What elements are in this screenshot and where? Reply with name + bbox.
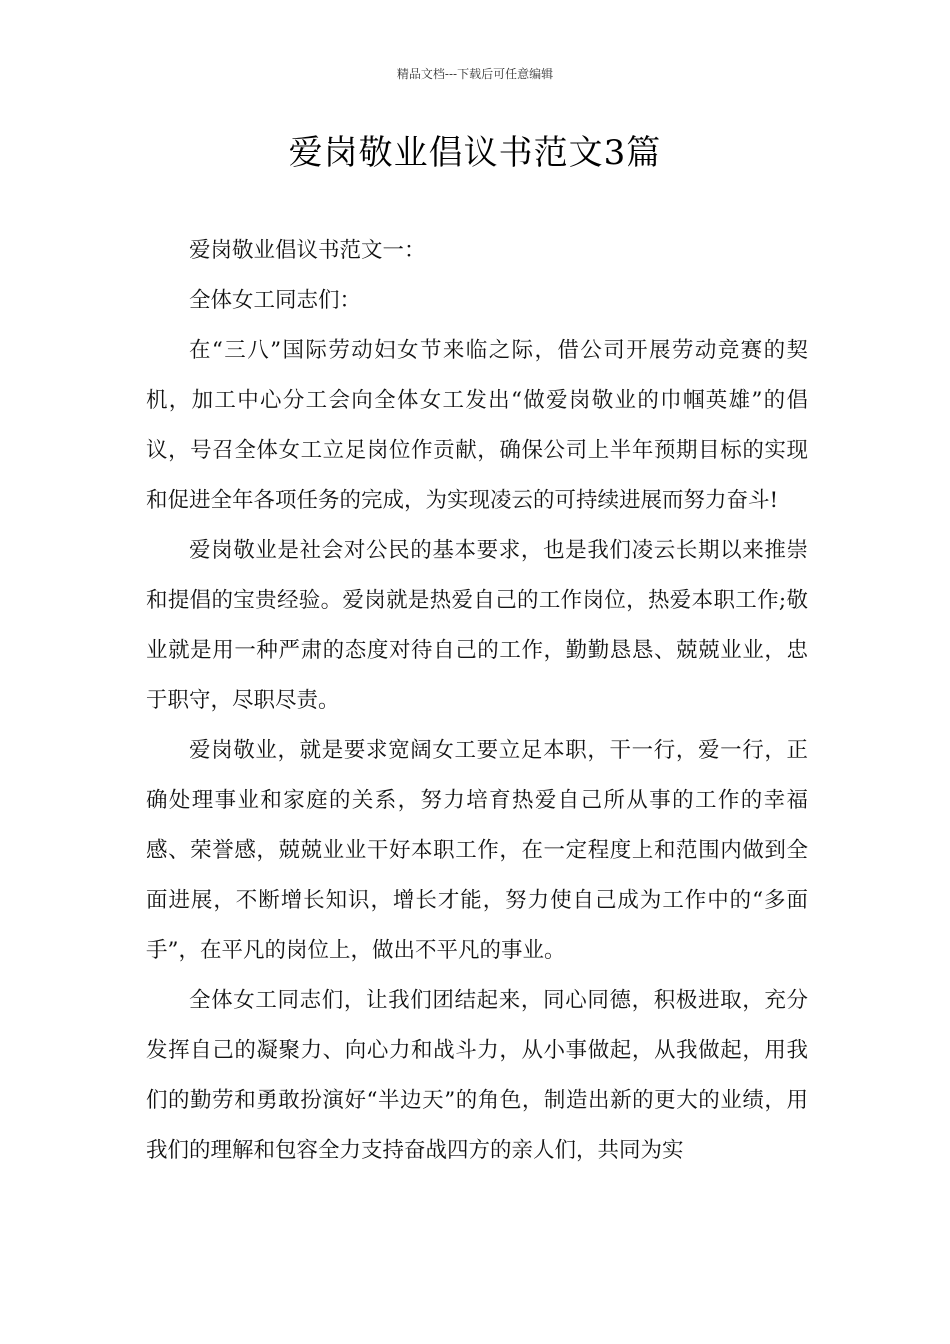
header-note: 精品文档---下载后可任意编辑 [396, 67, 554, 81]
document-title: 爱岗敬业倡议书范文3篇 [288, 133, 662, 173]
paragraph-heading: 爱岗敬业倡议书范文一： [189, 238, 426, 263]
paragraph: 全体女工同志们，让我们团结起来，同心同德，积极进取，充分发挥自己的凝聚力、向心力和战斗力，从小事做起，从我做起，用我们的勤劳和勇敢扮演好“半边天”的角色，制造出新的更大的业绩，用我们的理解和包容全力支持奋战四方的亲人们，共同为实 [146, 988, 808, 1163]
paragraph-salutation: 全体女工同志们： [189, 288, 362, 313]
paragraph: 爱岗敬业是社会对公民的基本要求，也是我们凌云长期以来推崇和提倡的宝贵经验。爱岗就是热爱自己的工作岗位，热爱本职工作;敬业就是用一种严肃的态度对待自己的工作，勤勤恳恳、兢兢业业，忠于职守，尽职尽责。 [146, 538, 808, 713]
paragraph: 爱岗敬业，就是要求宽阔女工要立足本职，干一行，爱一行，正确处理事业和家庭的关系，努力培育热爱自己所从事的工作的幸福感、荣誉感，兢兢业业干好本职工作，在一定程度上和范围内做到全面进展，不断增长知识，增长才能，努力使自己成为工作中的“多面手”，在平凡的岗位上，做出不平凡的事业。 [146, 738, 808, 963]
paragraph: 在“三八”国际劳动妇女节来临之际，借公司开展劳动竞赛的契机，加工中心分工会向全体女工发出“做爱岗敬业的巾帼英雄”的倡议，号召全体女工立足岗位作贡献，确保公司上半年预期目标的实现和促进全年各项任务的完成，为实现凌云的可持续进展而努力奋斗! [146, 338, 808, 513]
document-body [146, 226, 808, 1176]
